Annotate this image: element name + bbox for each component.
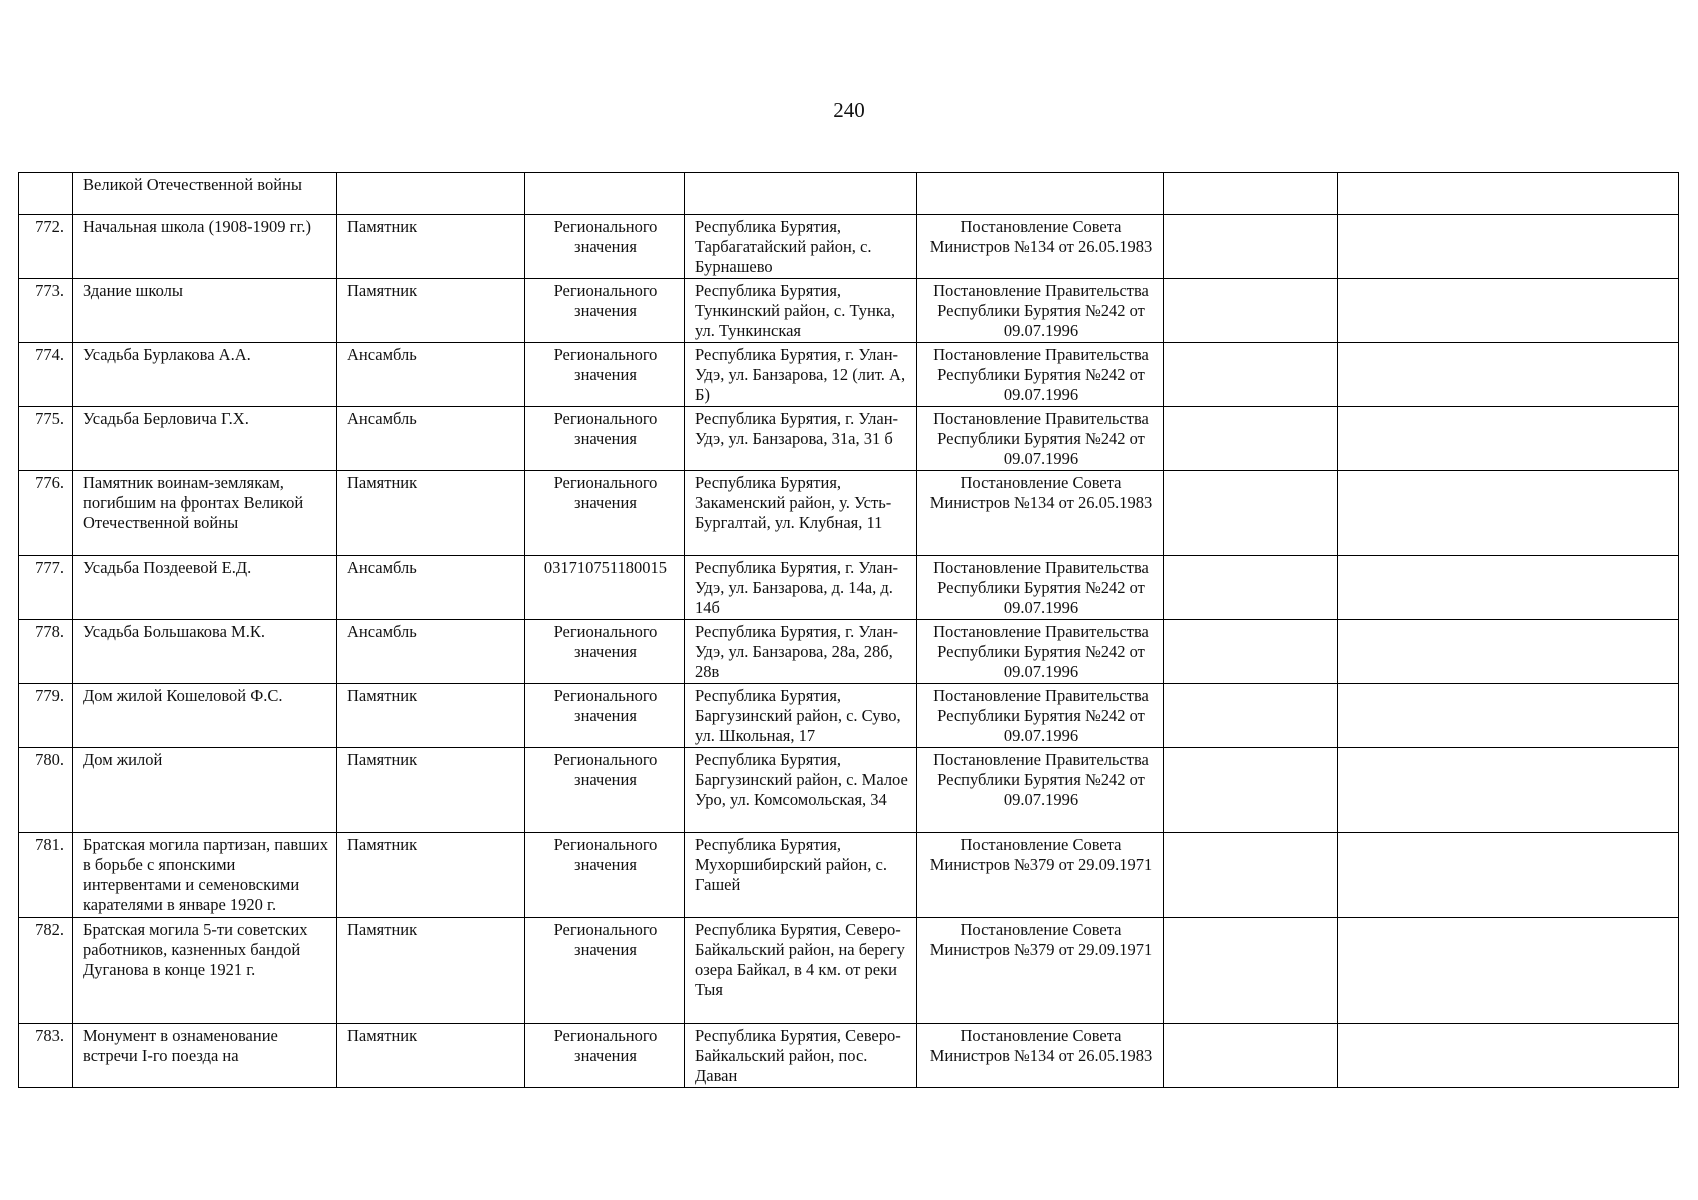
cell-object-category: Регионального значения — [525, 620, 685, 684]
cell-legal-document: Постановление Совета Министров №379 от 29.09.1971 — [917, 918, 1164, 1024]
cell-object-type: Памятник — [337, 684, 525, 748]
cell-object-category: 031710751180015 — [525, 556, 685, 620]
cell-extra-column-1 — [1164, 556, 1338, 620]
cell-extra-column-2 — [1338, 684, 1679, 748]
cell-row-number: 773. — [19, 279, 73, 343]
cell-extra-column-2 — [1338, 748, 1679, 833]
table-row — [19, 279, 1679, 343]
cell-object-name: Братская могила партизан, павших в борьбе с японскими интервентами и семеновскими карателями в январе 1920 г. — [73, 833, 337, 918]
cell-row-number: 776. — [19, 471, 73, 556]
cell-extra-column-2 — [1338, 620, 1679, 684]
table-body — [19, 173, 1679, 1088]
cell-extra-column-2 — [1338, 833, 1679, 918]
cell-object-address: Республика Бурятия, Тункинский район, с. Тунка, ул. Тункинская — [685, 279, 917, 343]
cell-row-number: 774. — [19, 343, 73, 407]
cell-object-category: Регионального значения — [525, 748, 685, 833]
table-row — [19, 620, 1679, 684]
cell-extra-column-1 — [1164, 748, 1338, 833]
cell-extra-column-1 — [1164, 407, 1338, 471]
table-row — [19, 918, 1679, 1024]
cell-object-name: Памятник воинам-землякам, погибшим на фронтах Великой Отечественной войны — [73, 471, 337, 556]
cell-legal-document — [917, 173, 1164, 215]
cell-extra-column-1 — [1164, 471, 1338, 556]
cell-extra-column-1 — [1164, 1024, 1338, 1088]
cell-extra-column-2 — [1338, 215, 1679, 279]
table-row — [19, 684, 1679, 748]
cell-extra-column-1 — [1164, 173, 1338, 215]
table-row — [19, 407, 1679, 471]
cell-legal-document: Постановление Совета Министров №134 от 26.05.1983 — [917, 471, 1164, 556]
cell-extra-column-2 — [1338, 173, 1679, 215]
cell-object-category: Регионального значения — [525, 918, 685, 1024]
cell-extra-column-2 — [1338, 407, 1679, 471]
cell-row-number — [19, 173, 73, 215]
cell-object-address: Республика Бурятия, Закаменский район, у. Усть-Бургалтай, ул. Клубная, 11 — [685, 471, 917, 556]
cell-object-name: Великой Отечественной войны — [73, 173, 337, 215]
cell-row-number: 780. — [19, 748, 73, 833]
cell-object-type: Ансамбль — [337, 556, 525, 620]
cell-object-type: Памятник — [337, 279, 525, 343]
table-row — [19, 556, 1679, 620]
cell-object-category: Регионального значения — [525, 684, 685, 748]
cell-object-category: Регионального значения — [525, 407, 685, 471]
table-row — [19, 471, 1679, 556]
cell-object-type: Ансамбль — [337, 343, 525, 407]
cell-object-category — [525, 173, 685, 215]
cell-extra-column-1 — [1164, 620, 1338, 684]
table-row — [19, 1024, 1679, 1088]
cell-object-address: Республика Бурятия, г. Улан-Удэ, ул. Банзарова, 12 (лит. А, Б) — [685, 343, 917, 407]
cell-row-number: 778. — [19, 620, 73, 684]
cell-legal-document: Постановление Совета Министров №134 от 26.05.1983 — [917, 1024, 1164, 1088]
cell-extra-column-2 — [1338, 343, 1679, 407]
cell-object-name: Усадьба Поздеевой Е.Д. — [73, 556, 337, 620]
cell-row-number: 782. — [19, 918, 73, 1024]
cell-object-name: Начальная школа (1908-1909 гг.) — [73, 215, 337, 279]
cell-object-type: Памятник — [337, 833, 525, 918]
cell-legal-document: Постановление Правительства Республики Бурятия №242 от 09.07.1996 — [917, 279, 1164, 343]
cell-object-category: Регионального значения — [525, 279, 685, 343]
cell-object-address: Республика Бурятия, г. Улан-Удэ, ул. Банзарова, 28а, 28б, 28в — [685, 620, 917, 684]
cell-row-number: 772. — [19, 215, 73, 279]
table-row — [19, 173, 1679, 215]
cell-extra-column-2 — [1338, 471, 1679, 556]
cell-object-type: Памятник — [337, 471, 525, 556]
cell-extra-column-2 — [1338, 918, 1679, 1024]
cell-legal-document: Постановление Правительства Республики Бурятия №242 от 09.07.1996 — [917, 748, 1164, 833]
cell-extra-column-2 — [1338, 1024, 1679, 1088]
cell-object-category: Регионального значения — [525, 1024, 685, 1088]
table-row — [19, 833, 1679, 918]
cell-legal-document: Постановление Совета Министров №379 от 29.09.1971 — [917, 833, 1164, 918]
cell-object-address: Республика Бурятия, Северо-Байкальский район, пос. Даван — [685, 1024, 917, 1088]
cell-object-address: Республика Бурятия, г. Улан-Удэ, ул. Банзарова, 31а, 31 б — [685, 407, 917, 471]
cell-row-number: 783. — [19, 1024, 73, 1088]
cell-object-name: Усадьба Берловича Г.Х. — [73, 407, 337, 471]
cell-object-type: Ансамбль — [337, 620, 525, 684]
cell-legal-document: Постановление Правительства Республики Бурятия №242 от 09.07.1996 — [917, 556, 1164, 620]
cell-legal-document: Постановление Правительства Республики Бурятия №242 от 09.07.1996 — [917, 407, 1164, 471]
cell-object-address: Республика Бурятия, Мухоршибирский район, с. Гашей — [685, 833, 917, 918]
heritage-registry-table — [18, 172, 1679, 1088]
cell-object-name: Здание школы — [73, 279, 337, 343]
cell-object-category: Регионального значения — [525, 471, 685, 556]
cell-object-name: Дом жилой — [73, 748, 337, 833]
cell-extra-column-1 — [1164, 215, 1338, 279]
page-number: 240 — [833, 98, 865, 122]
cell-object-address: Республика Бурятия, г. Улан-Удэ, ул. Банзарова, д. 14а, д. 14б — [685, 556, 917, 620]
cell-object-type: Памятник — [337, 918, 525, 1024]
cell-object-address: Республика Бурятия, Северо-Байкальский район, на берегу озера Байкал, в 4 км. от реки Тыя — [685, 918, 917, 1024]
cell-object-name: Дом жилой Кошеловой Ф.С. — [73, 684, 337, 748]
cell-legal-document: Постановление Правительства Республики Бурятия №242 от 09.07.1996 — [917, 684, 1164, 748]
cell-legal-document: Постановление Правительства Республики Бурятия №242 от 09.07.1996 — [917, 343, 1164, 407]
cell-object-category: Регионального значения — [525, 343, 685, 407]
cell-object-category: Регионального значения — [525, 833, 685, 918]
cell-extra-column-1 — [1164, 833, 1338, 918]
table-row — [19, 748, 1679, 833]
cell-extra-column-1 — [1164, 279, 1338, 343]
cell-object-category: Регионального значения — [525, 215, 685, 279]
cell-object-name: Монумент в ознаменование встречи I-го поезда на — [73, 1024, 337, 1088]
cell-row-number: 775. — [19, 407, 73, 471]
cell-object-type: Памятник — [337, 215, 525, 279]
cell-extra-column-1 — [1164, 684, 1338, 748]
cell-object-name: Братская могила 5-ти советских работников, казненных бандой Дуганова в конце 1921 г. — [73, 918, 337, 1024]
cell-object-address: Республика Бурятия, Баргузинский район, с. Малое Уро, ул. Комсомольская, 34 — [685, 748, 917, 833]
cell-object-address: Республика Бурятия, Тарбагатайский район, с. Бурнашево — [685, 215, 917, 279]
cell-legal-document: Постановление Совета Министров №134 от 26.05.1983 — [917, 215, 1164, 279]
cell-object-type — [337, 173, 525, 215]
cell-object-type: Ансамбль — [337, 407, 525, 471]
cell-extra-column-1 — [1164, 918, 1338, 1024]
cell-object-address: Республика Бурятия, Баргузинский район, с. Суво, ул. Школьная, 17 — [685, 684, 917, 748]
cell-object-type: Памятник — [337, 748, 525, 833]
cell-row-number: 777. — [19, 556, 73, 620]
table-row — [19, 343, 1679, 407]
cell-extra-column-2 — [1338, 556, 1679, 620]
cell-extra-column-1 — [1164, 343, 1338, 407]
cell-object-name: Усадьба Бурлакова А.А. — [73, 343, 337, 407]
cell-object-name: Усадьба Большакова М.К. — [73, 620, 337, 684]
cell-row-number: 781. — [19, 833, 73, 918]
cell-row-number: 779. — [19, 684, 73, 748]
cell-legal-document: Постановление Правительства Республики Бурятия №242 от 09.07.1996 — [917, 620, 1164, 684]
cell-object-type: Памятник — [337, 1024, 525, 1088]
cell-extra-column-2 — [1338, 279, 1679, 343]
cell-object-address — [685, 173, 917, 215]
table-row — [19, 215, 1679, 279]
